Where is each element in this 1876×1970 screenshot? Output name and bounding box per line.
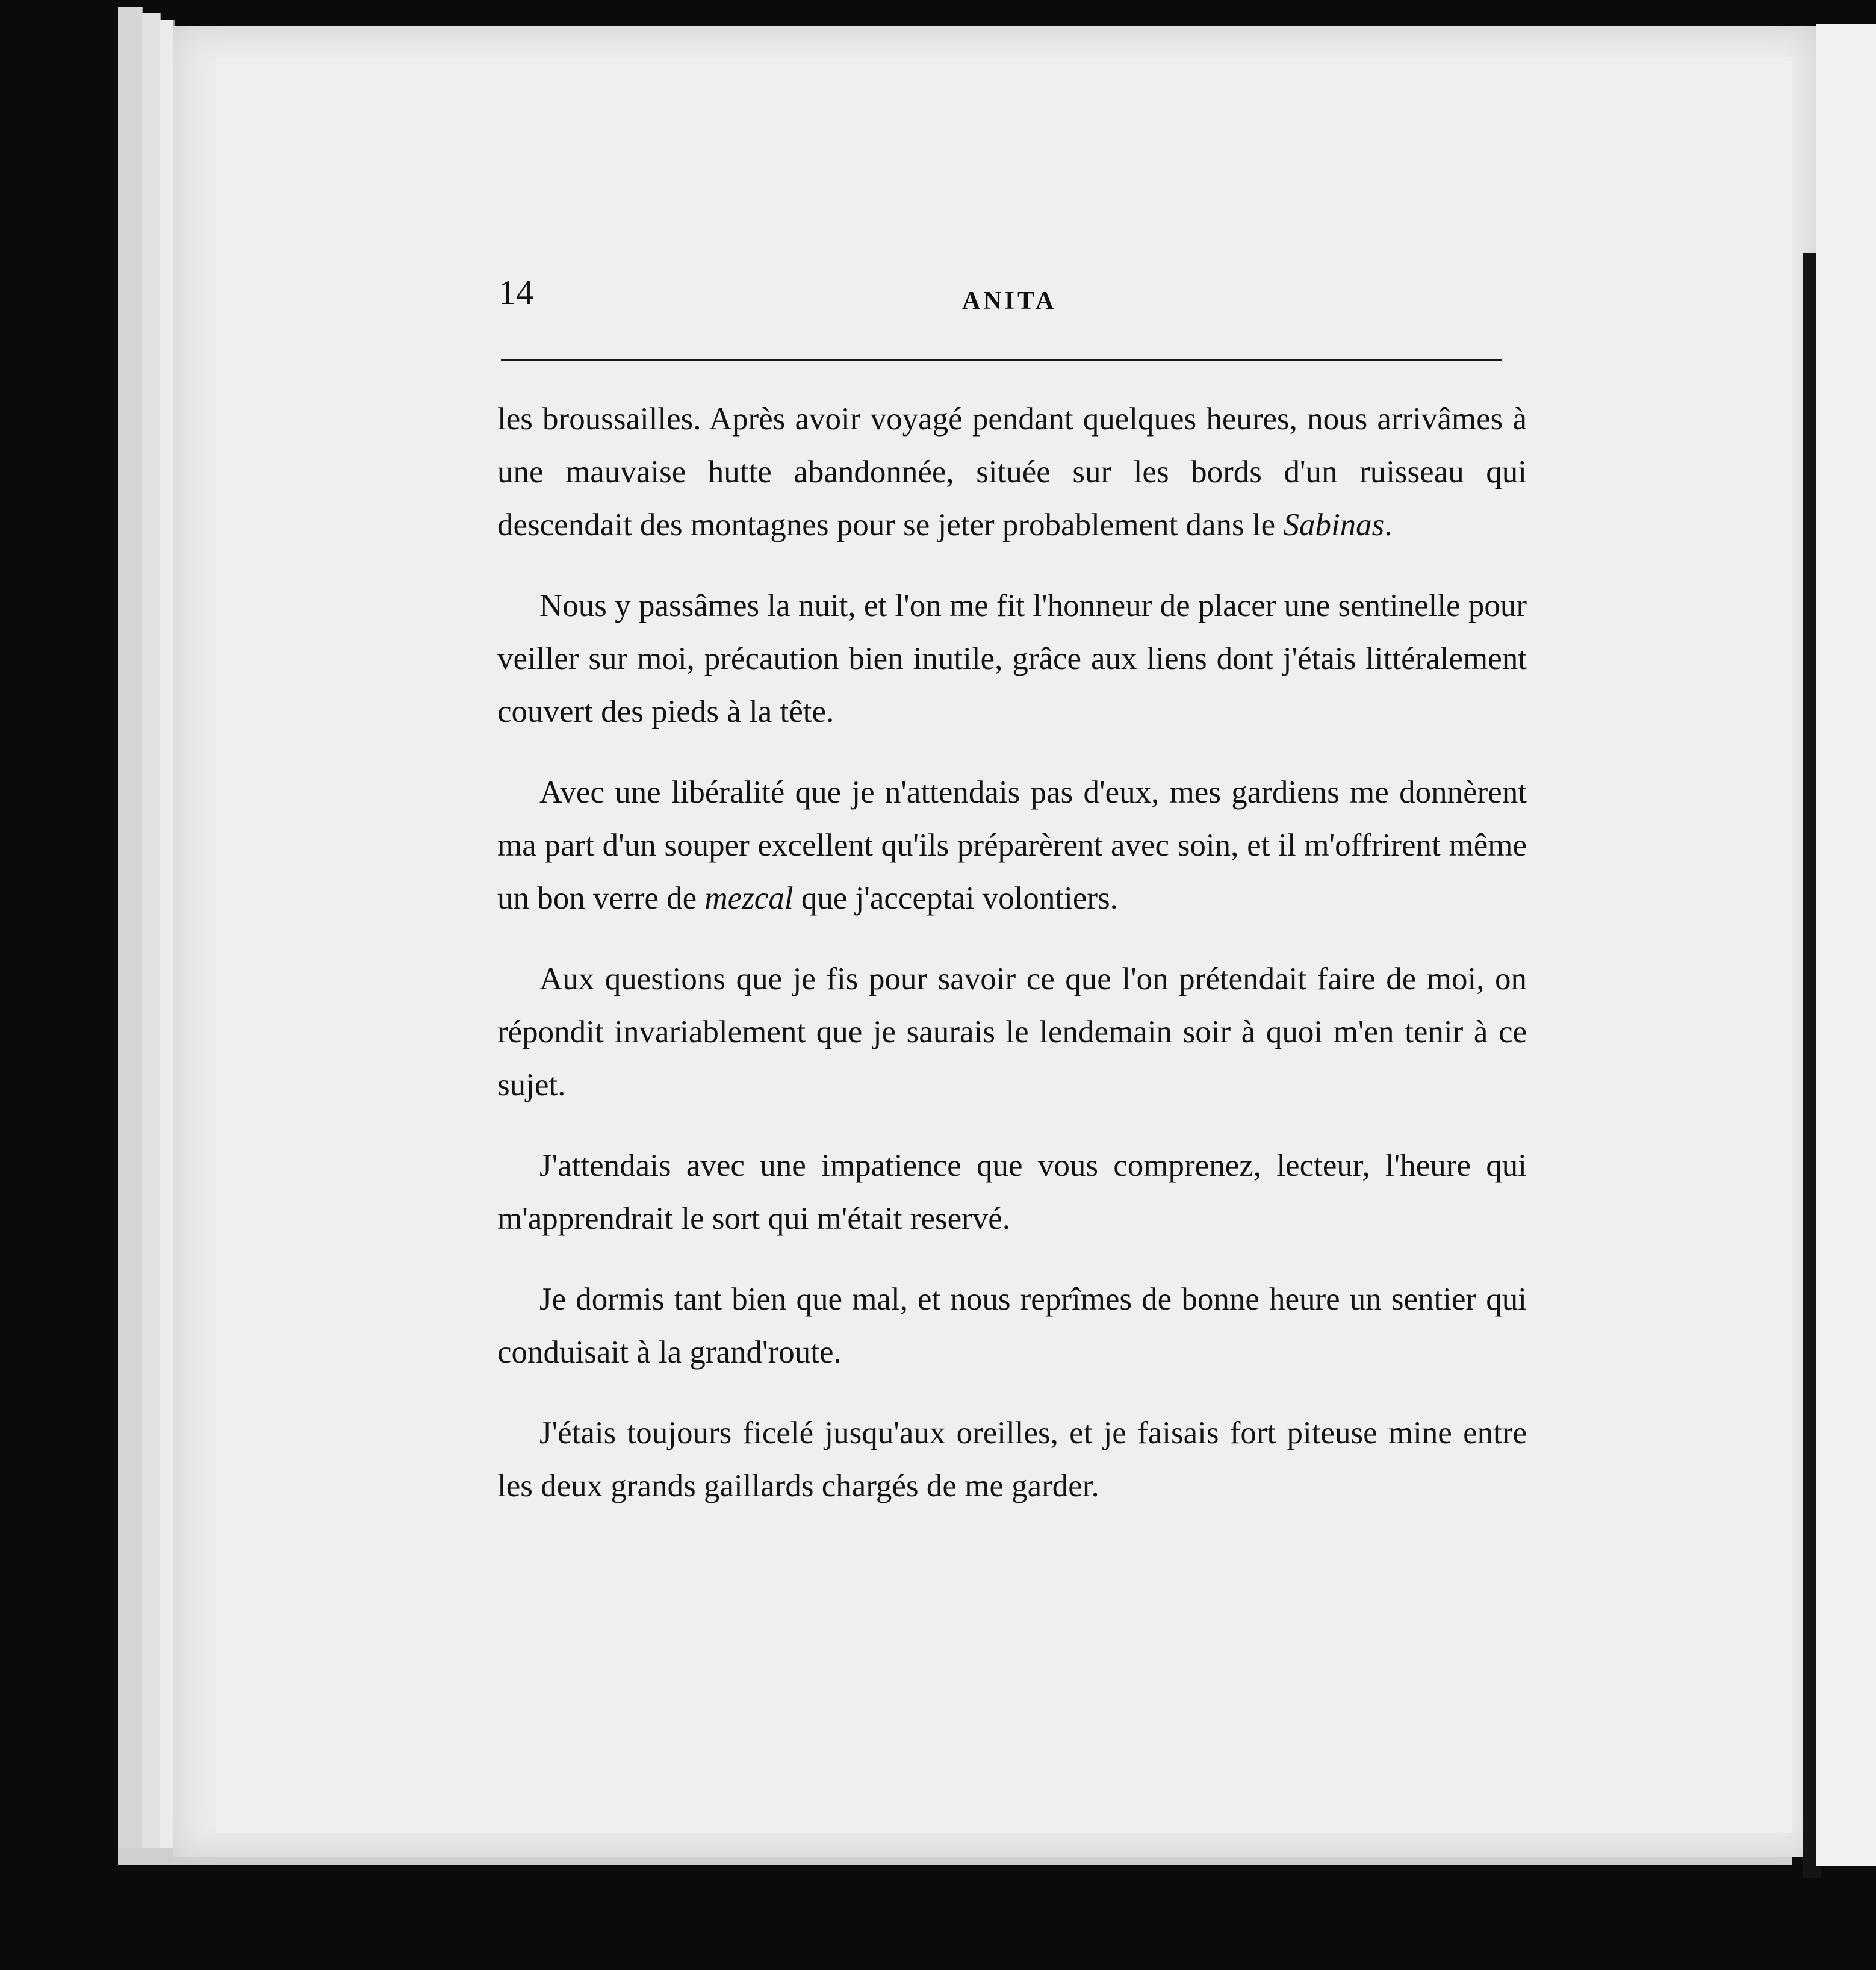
paragraph: Aux questions que je fis pour savoir ce que l'on prétendait faire de moi, on répondit invariablement que je saurais le lendemain soir à quoi m'en tenir à ce sujet. [497,962,1527,1102]
paragraph: Je dormis tant bien que mal, et nous reprîmes de bonne heure un sentier qui conduisait à la grand'route. [497,1282,1527,1370]
italic-term: mezcal [704,881,794,916]
italic-term: Sabinas [1283,508,1385,542]
header-rule [501,359,1502,361]
paragraph: les broussailles. Après avoir voyagé pendant quelques heures, nous arrivâmes à une mauvaise hutte abandonnée, située sur les bords d'un ruisseau qui descendait des montagnes pour se jeter probablement dans le Sabinas. [497,402,1527,542]
page-stack-edge [160,20,175,1863]
body-text [497,393,1527,1540]
page-stack-edge [118,7,143,1862]
page-stack-edge [142,13,161,1862]
page-header [330,263,1546,341]
running-title: ANITA [962,287,1057,315]
page-number: 14 [499,273,533,312]
paragraph: J'étais toujours ficelé jusqu'aux oreilles, et je faisais fort piteuse mine entre les deux grands gaillards chargés de me garder. [497,1415,1527,1503]
facing-page-edge [1816,24,1876,1866]
paragraph: Avec une libéralité que je n'attendais pas d'eux, mes gardiens me donnèrent ma part d'un souper excellent qu'ils préparèrent avec soin, et il m'offrirent même un bon verre de mezcal que j'acceptai volontiers. [497,775,1527,916]
paragraph: J'attendais avec une impatience que vous comprenez, lecteur, l'heure qui m'apprendrait le sort qui m'était reservé. [497,1148,1527,1236]
paragraph: Nous y passâmes la nuit, et l'on me fit l'honneur de placer une sentinelle pour veiller sur moi, précaution bien inutile, grâce aux liens dont j'étais littéralement couvert des pieds à la tête. [497,588,1527,729]
